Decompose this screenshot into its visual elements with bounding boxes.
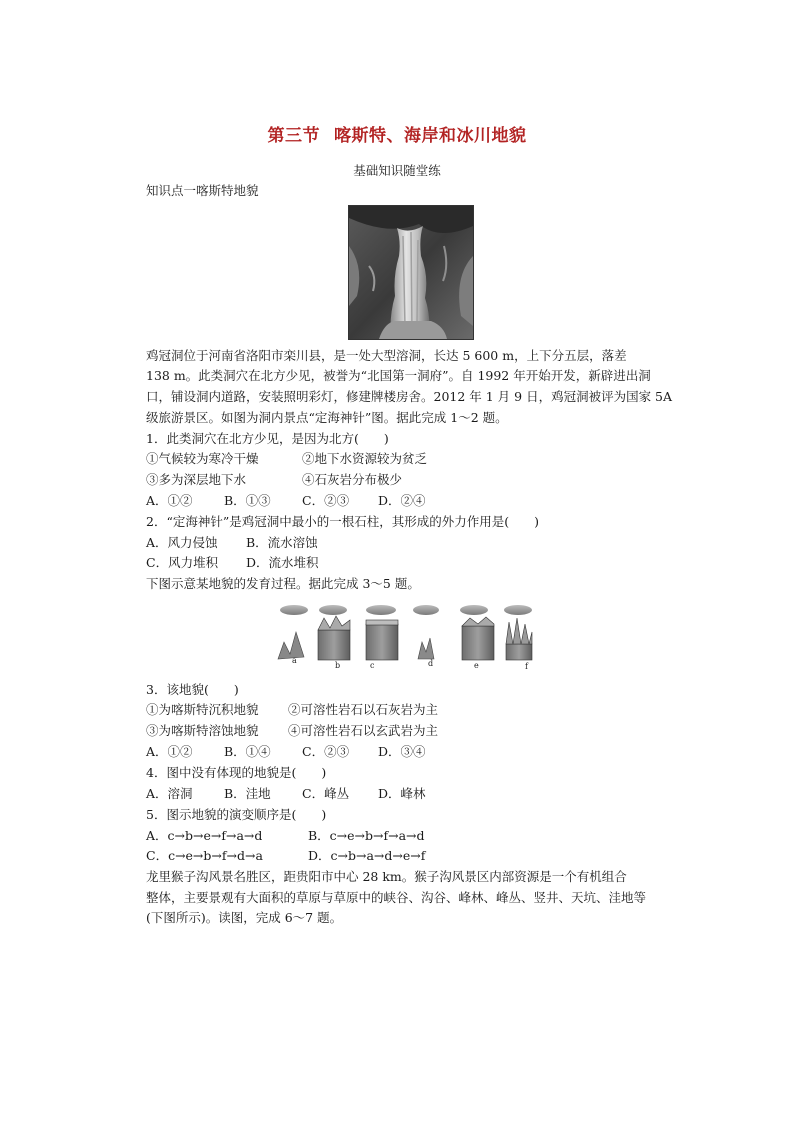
q4-choice-c: C．峰丛 xyxy=(302,786,350,801)
page-title: 第三节 喀斯特、海岸和冰川地貌 xyxy=(267,126,527,146)
intro-line-1: 鸡冠洞位于河南省洛阳市栾川县，是一处大型溶洞，长达 5 600 m，上下分五层，落差 xyxy=(146,348,627,363)
q5-choice-b: B．c→e→b→f→a→d xyxy=(308,828,425,843)
intro-3-line-1: 龙里猴子沟风景名胜区，距贵阳市中心 28 km。猴子沟风景区内部资源是一个有机组合 xyxy=(146,869,627,884)
figure-label-c: c xyxy=(370,661,375,670)
q4-choice-a: A．溶洞 xyxy=(146,786,193,801)
q3-choice-a: A．①② xyxy=(146,744,193,759)
intro-3-line-2: 整体，主要景观有大面积的草原与草原中的峡谷、沟谷、峰林、峰丛、竖井、天坑、洼地等 xyxy=(146,890,647,905)
q4-choice-d: D．峰林 xyxy=(378,786,426,801)
cave-stalagmite-photo xyxy=(348,205,474,340)
question-4-stem: 4．图中没有体现的地貌是( ) xyxy=(146,765,327,780)
q5-choice-c: C．c→e→b→f→d→a xyxy=(146,848,263,863)
q1-statement-2: ②地下水资源较为贫乏 xyxy=(302,451,428,466)
question-5-stem: 5．图示地貌的演变顺序是( ) xyxy=(146,807,327,822)
q3-choice-b: B．①④ xyxy=(224,744,271,759)
q2-choice-d: D．流水堆积 xyxy=(246,555,319,570)
q1-choice-d: D．②④ xyxy=(378,493,426,508)
question-2-stem: 2．“定海神针”是鸡冠洞中最小的一根石柱，其形成的外力作用是( ) xyxy=(146,514,539,529)
q3-statement-1: ①为喀斯特沉积地貌 xyxy=(146,702,259,717)
figure-label-b: b xyxy=(335,661,341,670)
intro-line-2: 138 m。此类洞穴在北方少见，被誉为“北国第一洞府”。自 1992 年开始开发，新辟进出洞 xyxy=(146,368,651,383)
intro-3-line-3: (下图所示)。读图，完成 6～7 题。 xyxy=(146,910,343,925)
q1-statement-4: ④石灰岩分布极少 xyxy=(302,472,403,487)
q3-statement-2: ②可溶性岩石以石灰岩为主 xyxy=(288,702,439,717)
q2-choice-c: C．风力堆积 xyxy=(146,555,219,570)
question-1-stem: 1．此类洞穴在北方少见，是因为北方( ) xyxy=(146,431,389,446)
karst-development-figure xyxy=(276,602,534,672)
q1-statement-1: ①气候较为寒冷干燥 xyxy=(146,451,259,466)
intro-figure-2: 下图示意某地貌的发育过程。据此完成 3～5 题。 xyxy=(146,576,420,591)
q2-choice-b: B．流水溶蚀 xyxy=(246,535,318,550)
q1-choice-b: B．①③ xyxy=(224,493,271,508)
q5-choice-a: A．c→b→e→f→a→d xyxy=(146,828,263,843)
figure-label-a: a xyxy=(292,656,297,665)
q2-choice-a: A．风力侵蚀 xyxy=(146,535,218,550)
q3-statement-4: ④可溶性岩石以玄武岩为主 xyxy=(288,723,439,738)
q1-choice-c: C．②③ xyxy=(302,493,350,508)
figure-label-d: d xyxy=(428,659,434,668)
question-3-stem: 3．该地貌( ) xyxy=(146,682,239,697)
q1-choice-a: A．①② xyxy=(146,493,193,508)
q4-choice-b: B．洼地 xyxy=(224,786,271,801)
figure-label-f: f xyxy=(525,662,528,671)
section-heading: 知识点一喀斯特地貌 xyxy=(146,183,259,198)
subtitle: 基础知识随堂练 xyxy=(353,163,441,178)
intro-line-4: 级旅游景区。如图为洞内景点“定海神针”图。据此完成 1～2 题。 xyxy=(146,410,508,425)
q5-choice-d: D．c→b→a→d→e→f xyxy=(308,848,426,863)
q3-choice-d: D．③④ xyxy=(378,744,426,759)
figure-label-e: e xyxy=(474,661,479,670)
intro-line-3: 口，铺设洞内道路，安装照明彩灯，修建牌楼房舍。2012 年 1 月 9 日，鸡冠洞被评为国家 5A xyxy=(146,389,673,404)
q3-choice-c: C．②③ xyxy=(302,744,350,759)
q1-statement-3: ③多为深层地下水 xyxy=(146,472,247,487)
q3-statement-3: ③为喀斯特溶蚀地貌 xyxy=(146,723,259,738)
